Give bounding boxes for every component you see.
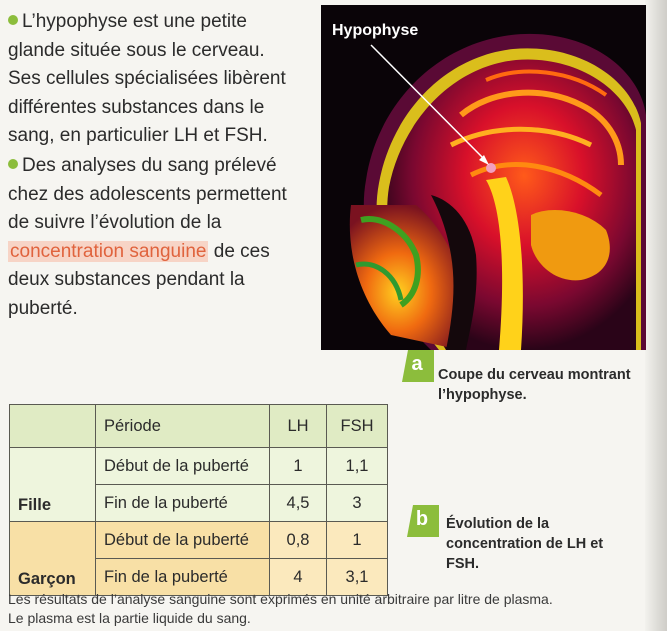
bullet-icon xyxy=(8,159,18,169)
table-row xyxy=(10,448,388,485)
table-header-cell: Période xyxy=(96,405,270,448)
table-row xyxy=(10,522,388,559)
figure-b-badge-letter: b xyxy=(415,508,429,530)
highlighted-term: concentration sanguine xyxy=(10,240,207,262)
hypophyse-label: Hypophyse xyxy=(332,22,419,39)
figure-b-caption: Évolution de la concentration de LH et FSH. xyxy=(446,516,604,572)
figure-b-badge xyxy=(405,503,439,537)
table-header-row xyxy=(10,405,388,448)
period-cell: Début de la puberté xyxy=(96,522,270,559)
intro-paragraph-2 xyxy=(8,152,293,324)
intro-paragraph-2-text-end: de ces deux substances pendant la puberté. xyxy=(8,240,270,319)
page-edge xyxy=(645,0,667,631)
fsh-cell: 1,1 xyxy=(327,448,388,485)
lh-cell: 0,8 xyxy=(270,522,327,559)
brain-mri-image xyxy=(321,5,646,350)
fsh-cell: 3,1 xyxy=(327,559,388,596)
intro-paragraph-1 xyxy=(8,8,293,151)
footnote xyxy=(8,590,553,628)
figure-a-caption: Coupe du cerveau montrant l’hypophyse. xyxy=(438,367,631,403)
fsh-cell: 3 xyxy=(327,485,388,522)
lh-fsh-table xyxy=(9,404,388,596)
lh-cell: 4 xyxy=(270,559,327,596)
table-header-cell: LH xyxy=(270,405,327,448)
figure-a-badge xyxy=(400,348,434,382)
lh-cell: 1 xyxy=(270,448,327,485)
period-cell: Fin de la puberté xyxy=(96,485,270,522)
footnote-line-2: Le plasma est la partie liquide du sang. xyxy=(8,610,251,626)
brain-mri-drawing xyxy=(321,5,646,350)
table-header-cell: FSH xyxy=(327,405,388,448)
intro-paragraph-1-text: L’hypophyse est une petite glande située sous le cerveau. Ses cellules spécialisées libèrent différentes substances dans le sang, en particulier LH et FSH. xyxy=(8,11,286,147)
table-header-cell xyxy=(10,405,96,448)
fsh-cell: 1 xyxy=(327,522,388,559)
group-label: Garçon xyxy=(10,522,96,596)
footnote-line-1: Les résultats de l’analyse sanguine sont exprimés en unité arbitraire par litre de plasma. xyxy=(8,591,553,607)
bullet-icon xyxy=(8,15,18,25)
period-cell: Début de la puberté xyxy=(96,448,270,485)
intro-paragraph-2-text-start: Des analyses du sang prélevé chez des adolescents permettent de suivre l’évolution de la xyxy=(8,155,287,234)
period-cell: Fin de la puberté xyxy=(96,559,270,596)
figure-a-badge-letter: a xyxy=(411,353,423,375)
group-label: Fille xyxy=(10,448,96,522)
lh-cell: 4,5 xyxy=(270,485,327,522)
